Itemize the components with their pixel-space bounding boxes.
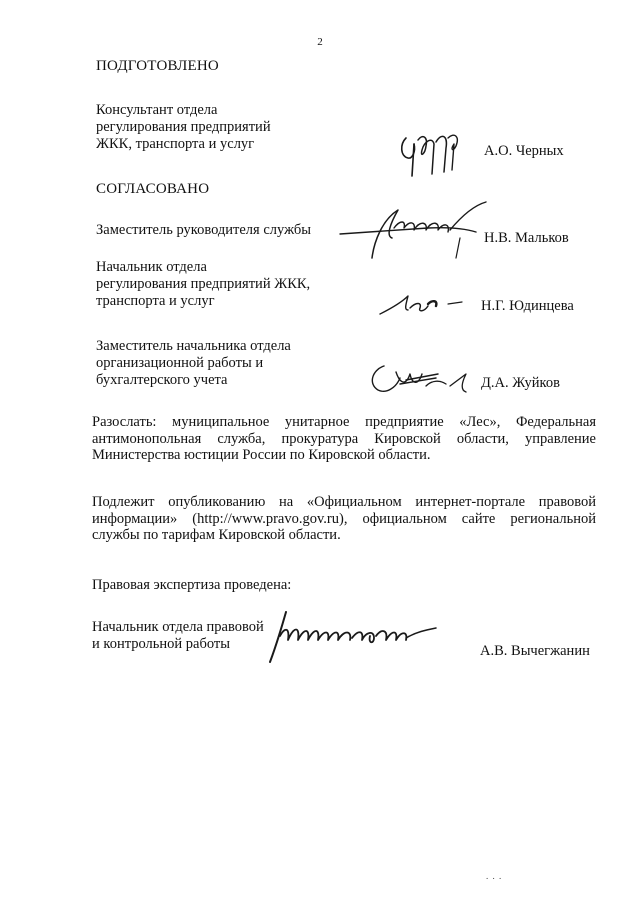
position-line: организационной работы и <box>96 355 264 371</box>
signature-zhuikov <box>366 362 476 398</box>
position-line: Консультант отдела <box>96 102 218 118</box>
position-line: транспорта и услуг <box>96 293 215 309</box>
signer-name: А.О. Черных <box>484 143 564 159</box>
page-number: 2 <box>317 36 323 48</box>
signer-position <box>96 338 291 389</box>
scan-mark: . . . <box>486 871 503 881</box>
signer-name: Н.Г. Юдинцева <box>481 298 574 314</box>
position-line: Заместитель начальника отдела <box>96 338 291 354</box>
signer-name: А.В. Вычегжанин <box>480 643 590 659</box>
publication-paragraph: Подлежит опубликованию на «Официальном интернет-портале правовой информации» (http://www.pravo.gov.ru), официальном сайте региональной службы по тарифам Кировской области. <box>92 494 596 543</box>
position-line: Начальник отдела правовой <box>92 619 264 635</box>
position-line: ЖКК, транспорта и услуг <box>96 136 255 152</box>
signature-chernykh <box>398 124 470 182</box>
agreed-heading: СОГЛАСОВАНО <box>96 181 210 197</box>
position-line: Заместитель руководителя службы <box>96 222 312 238</box>
signature-malkov <box>338 198 488 262</box>
signature-yudintseva <box>378 292 464 318</box>
signer-position <box>96 222 311 239</box>
signer-name: Н.В. Мальков <box>484 230 569 246</box>
signature-vychegzhanin <box>266 606 440 664</box>
signer-name: Д.А. Жуйков <box>481 375 560 391</box>
legal-review-position <box>92 619 264 653</box>
position-line: регулирования предприятий <box>96 119 271 135</box>
prepared-position <box>96 102 271 153</box>
prepared-heading: ПОДГОТОВЛЕНО <box>96 58 219 74</box>
distribution-paragraph: Разослать: муниципальное унитарное предприятие «Лес», Федеральная антимонопольная служба, прокуратура Кировской области, управление Министерства юстиции России по Кировской области. <box>92 414 596 463</box>
legal-review-statement: Правовая экспертиза проведена: <box>92 577 292 593</box>
position-line: регулирования предприятий ЖКК, <box>96 276 311 292</box>
position-line: Начальник отдела <box>96 259 207 275</box>
signer-position <box>96 259 310 310</box>
position-line: и контрольной работы <box>92 636 230 652</box>
position-line: бухгалтерского учета <box>96 372 228 388</box>
